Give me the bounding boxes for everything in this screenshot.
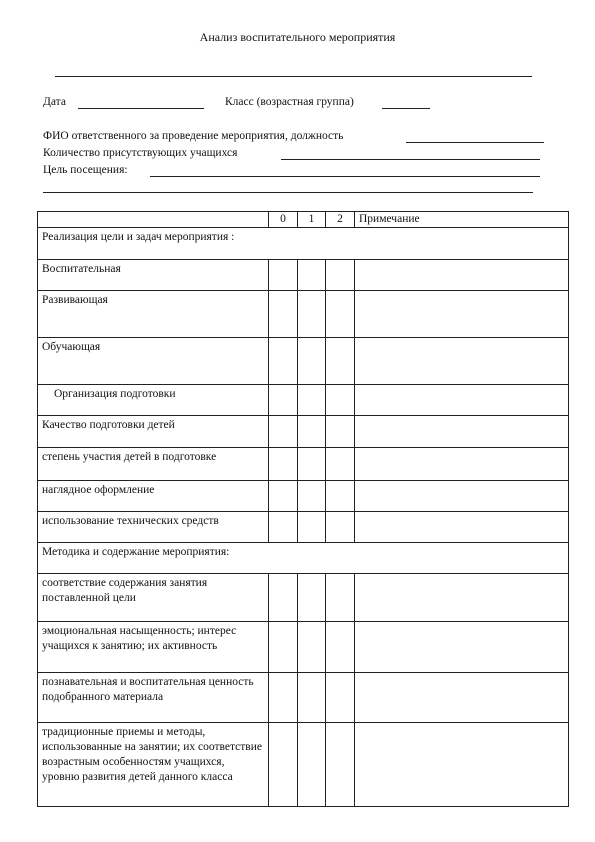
responsible-label: ФИО ответственного за проведение мероприятия, должность xyxy=(43,130,344,142)
note-cell[interactable] xyxy=(355,260,569,291)
score-cell-1[interactable] xyxy=(298,622,326,673)
attendance-blank[interactable] xyxy=(281,159,540,160)
date-blank[interactable] xyxy=(78,108,204,109)
purpose-blank-2[interactable] xyxy=(43,192,533,193)
row-label: наглядное оформление xyxy=(38,481,269,512)
note-cell[interactable] xyxy=(355,622,569,673)
row-label: Развивающая xyxy=(38,291,269,338)
score-cell-1[interactable] xyxy=(298,723,326,807)
table-row xyxy=(38,416,569,448)
score-cell-1[interactable] xyxy=(298,260,326,291)
score-cell-1[interactable] xyxy=(298,512,326,543)
score-cell-0[interactable] xyxy=(269,673,298,723)
blank-line-top xyxy=(55,76,532,77)
section-title-methods: Методика и содержание мероприятия: xyxy=(38,543,569,574)
score-cell-0[interactable] xyxy=(269,622,298,673)
class-blank[interactable] xyxy=(382,108,430,109)
score-cell-0[interactable] xyxy=(269,385,298,416)
header-score-0: 0 xyxy=(269,212,298,228)
score-cell-2[interactable] xyxy=(326,385,355,416)
score-cell-0[interactable] xyxy=(269,723,298,807)
header-criterion xyxy=(38,212,269,228)
purpose-blank[interactable] xyxy=(150,176,540,177)
note-cell[interactable] xyxy=(355,448,569,481)
score-cell-0[interactable] xyxy=(269,416,298,448)
table-row xyxy=(38,448,569,481)
score-cell-0[interactable] xyxy=(269,448,298,481)
table-row xyxy=(38,481,569,512)
row-label: традиционные приемы и методы, использованные на занятии; их соответствие возрастным особенностям учащихся, уровню развития детей данного класса xyxy=(38,723,269,807)
responsible-blank[interactable] xyxy=(406,142,544,143)
score-cell-0[interactable] xyxy=(269,338,298,385)
note-cell[interactable] xyxy=(355,416,569,448)
table-row xyxy=(38,338,569,385)
score-cell-1[interactable] xyxy=(298,291,326,338)
score-cell-1[interactable] xyxy=(298,574,326,622)
table-row xyxy=(38,723,569,807)
table-row xyxy=(38,673,569,723)
score-cell-0[interactable] xyxy=(269,512,298,543)
section-title-preparation: Организация подготовки xyxy=(38,385,269,416)
note-cell[interactable] xyxy=(355,574,569,622)
table-row xyxy=(38,512,569,543)
table-row xyxy=(38,622,569,673)
note-cell[interactable] xyxy=(355,481,569,512)
row-label: эмоциональная насыщенность; интерес учащихся к занятию; их активность xyxy=(38,622,269,673)
score-cell-0[interactable] xyxy=(269,481,298,512)
note-cell[interactable] xyxy=(355,723,569,807)
note-cell[interactable] xyxy=(355,673,569,723)
score-cell-2[interactable] xyxy=(326,481,355,512)
note-cell[interactable] xyxy=(355,385,569,416)
score-cell-2[interactable] xyxy=(326,622,355,673)
row-label: степень участия детей в подготовке xyxy=(38,448,269,481)
score-cell-0[interactable] xyxy=(269,291,298,338)
score-cell-0[interactable] xyxy=(269,574,298,622)
table-row xyxy=(38,291,569,338)
score-cell-1[interactable] xyxy=(298,338,326,385)
table-row xyxy=(38,574,569,622)
row-label: Обучающая xyxy=(38,338,269,385)
score-cell-2[interactable] xyxy=(326,260,355,291)
score-cell-2[interactable] xyxy=(326,574,355,622)
score-cell-2[interactable] xyxy=(326,723,355,807)
score-cell-2[interactable] xyxy=(326,416,355,448)
score-cell-0[interactable] xyxy=(269,260,298,291)
section-row xyxy=(38,228,569,260)
row-label: использование технических средств xyxy=(38,512,269,543)
table-header-row xyxy=(38,212,569,228)
score-cell-1[interactable] xyxy=(298,673,326,723)
header-score-1: 1 xyxy=(298,212,326,228)
class-label: Класс (возрастная группа) xyxy=(225,96,354,108)
score-cell-2[interactable] xyxy=(326,673,355,723)
section-row xyxy=(38,543,569,574)
score-cell-2[interactable] xyxy=(326,448,355,481)
table-row xyxy=(38,260,569,291)
date-label: Дата xyxy=(43,96,66,108)
page-title: Анализ воспитательного мероприятия xyxy=(199,30,396,44)
score-cell-1[interactable] xyxy=(298,481,326,512)
score-cell-2[interactable] xyxy=(326,291,355,338)
score-cell-1[interactable] xyxy=(298,385,326,416)
row-label: Качество подготовки детей xyxy=(38,416,269,448)
score-cell-1[interactable] xyxy=(298,416,326,448)
row-label: Воспитательная xyxy=(38,260,269,291)
score-cell-2[interactable] xyxy=(326,512,355,543)
row-label: познавательная и воспитательная ценность подобранного материала xyxy=(38,673,269,723)
header-note: Примечание xyxy=(355,212,569,228)
evaluation-table xyxy=(37,211,569,807)
note-cell[interactable] xyxy=(355,512,569,543)
note-cell[interactable] xyxy=(355,291,569,338)
purpose-label: Цель посещения: xyxy=(43,164,128,176)
row-label: соответствие содержания занятия поставленной цели xyxy=(38,574,269,622)
score-cell-2[interactable] xyxy=(326,338,355,385)
attendance-label: Количество присутствующих учащихся xyxy=(43,147,238,159)
header-score-2: 2 xyxy=(326,212,355,228)
note-cell[interactable] xyxy=(355,338,569,385)
section-title-goals: Реализация цели и задач мероприятия : xyxy=(38,228,569,260)
section-row xyxy=(38,385,569,416)
score-cell-1[interactable] xyxy=(298,448,326,481)
